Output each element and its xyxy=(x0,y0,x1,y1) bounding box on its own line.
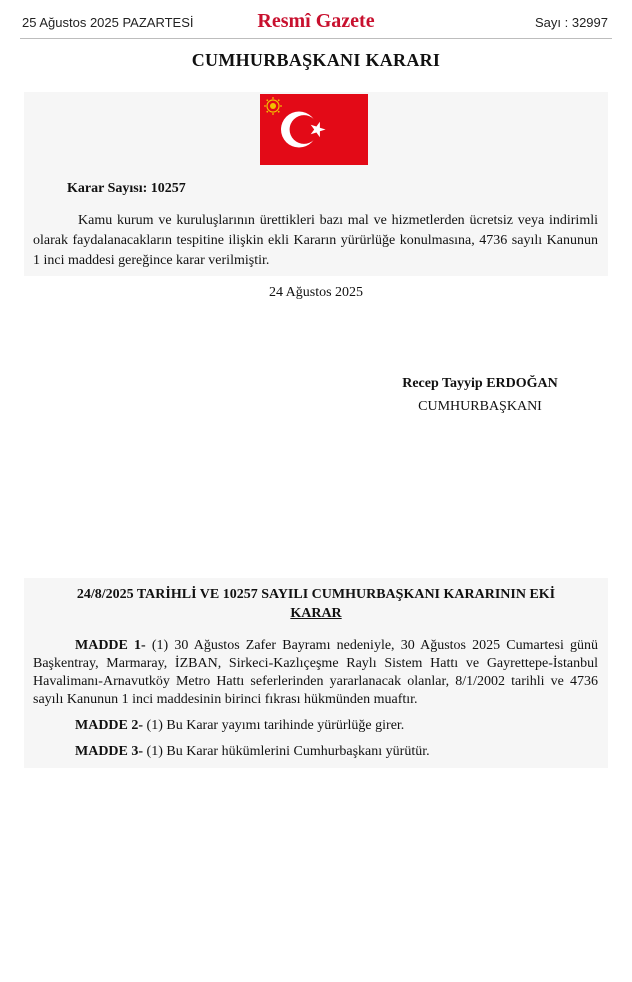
signature-block xyxy=(360,372,600,418)
gazette-title: Resmî Gazete xyxy=(257,10,375,32)
header-date: 25 Ağustos 2025 PAZARTESİ xyxy=(22,15,194,30)
annex-title-line: 24/8/2025 TARİHLİ VE 10257 SAYILI CUMHURBAŞKANI KARARININ EKİ xyxy=(76,587,556,602)
article-3 xyxy=(33,743,598,761)
issue-number: Sayı : 32997 xyxy=(535,15,608,30)
decree-date: 24 Ağustos 2025 xyxy=(268,285,364,300)
annex-title-karar: KARAR xyxy=(290,606,342,621)
article-label: MADDE 2- xyxy=(75,718,144,733)
signer-name: Recep Tayyip ERDOĞAN xyxy=(402,376,558,391)
article-2 xyxy=(33,717,598,735)
gazette-header xyxy=(20,8,612,39)
article-label: MADDE 3- xyxy=(75,744,144,759)
article-1 xyxy=(33,637,598,709)
article-text: (1) Bu Karar yayımı tarihinde yürürlüğe girer. xyxy=(146,718,405,733)
turkish-flag-icon xyxy=(260,94,368,165)
annex-title xyxy=(40,585,592,623)
article-label: MADDE 1- xyxy=(75,638,146,653)
article-text: (1) Bu Karar hükümlerini Cumhurbaşkanı yürütür. xyxy=(146,744,430,759)
presidential-seal-icon xyxy=(264,97,282,115)
decree-paragraph: Kamu kurum ve kuruluşlarının ürettikleri bazı mal ve hizmetlerden ücretsiz veya indirimli olarak faydalanacakların tespitine ilişkin ekli Kararın yürürlüğe konulmasına, 4736 sayılı Kanunun 1 inci maddesi gereğince karar verilmiştir. xyxy=(33,213,598,268)
document-title: CUMHURBAŞKANI KARARI xyxy=(191,50,441,70)
signer-title: CUMHURBAŞKANI xyxy=(418,399,542,414)
article-text: (1) 30 Ağustos Zafer Bayramı nedeniyle, 30 Ağustos 2025 Cumartesi günü Başkentray, Marmaray, İZBAN, Sirkeci-Kazlıçeşme Raylı Sistem Hattı ve Gayrettepe-İstanbul Havalimanı-Arnavutköy Metro Hattı seferlerinden yararlanacak olanlar, 8/1/2002 tarihli ve 4736 sayılı Kanunun 1 inci maddesinin birinci fıkrası hükmünden muaftır. xyxy=(33,638,598,707)
decision-number: Karar Sayısı: 10257 xyxy=(67,181,186,196)
